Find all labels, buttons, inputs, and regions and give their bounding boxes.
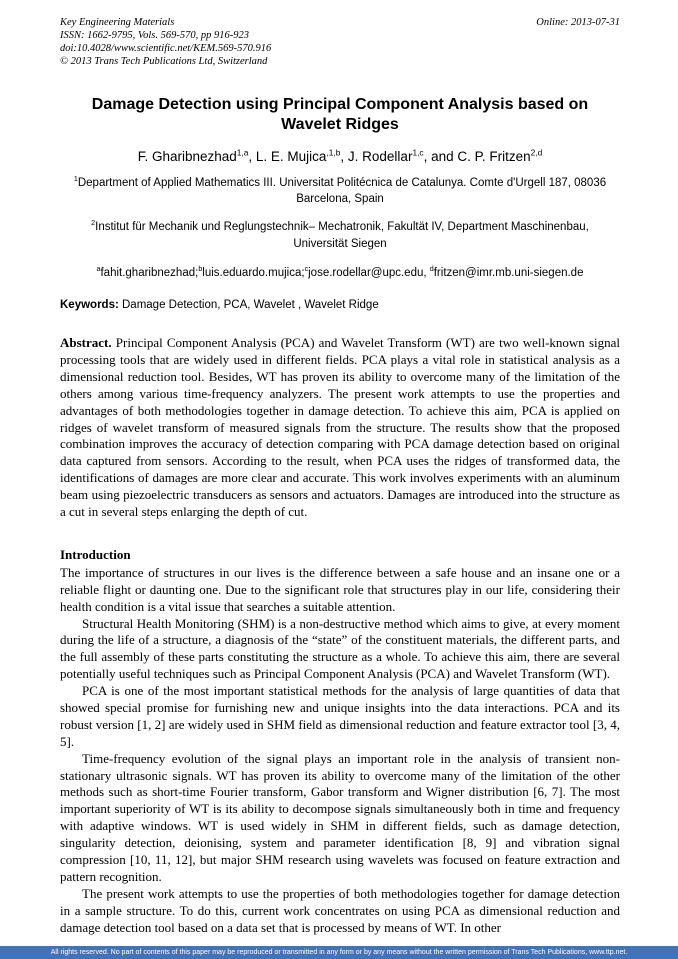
author (340, 149, 423, 164)
keywords-text: Damage Detection, PCA, Wavelet , Wavelet Ridge (118, 299, 379, 312)
email-entry (305, 267, 430, 279)
author-affiliation-superscript: 1,a (236, 147, 249, 158)
body-paragraph: The present work attempts to use the properties of both methodologies together for damage detection in a sample structure. To do this, current work concentrates on using PCA as dimensional reduction and damage detection tool based on a data set that is processed by means of WT. In other (60, 885, 620, 935)
author (248, 149, 340, 164)
author-name: C. P. Fritzen (457, 148, 531, 164)
author (424, 149, 543, 164)
body-paragraph: PCA is one of the most important statistical methods for the analysis of large quantities of data that showed special promise for furnishing new and unique insights into the data interactions. PCA and its robust version [1, 2] are widely used in SHM field as dimensional reduction and feature extractor tool [3, 4, 5]. (60, 683, 620, 749)
email-text: fahit.gharibnezhad; (100, 267, 199, 280)
journal-doi-line: doi:10.4028/www.scientific.net/KEM.569-570.916 (60, 43, 272, 55)
author-separator: , and (423, 148, 458, 164)
journal-info-block (60, 16, 271, 69)
body-paragraph: Structural Health Monitoring (SHM) is a non-destructive method which aims to give, at every moment during the life of a structure, a diagnosis of the “state” of the constituent materials, the different parts, and the full assembly of these parts constituting the structure as a whole. To achieve this aim, there are several potentially useful techniques such as Principal Component Analysis (PCA) and Wavelet Transform (WT). (60, 615, 620, 682)
author-affiliation-superscript: 2,d (530, 147, 543, 158)
affiliation-line (66, 174, 614, 208)
email-superscript: a (96, 265, 101, 274)
footer-bar (0, 946, 678, 959)
author-name: L. E. Mujica (255, 148, 327, 164)
email-text: jose.rodellar@upc.edu, (308, 267, 430, 280)
email-text: fritzen@imr.mb.uni-siegen.de (433, 267, 584, 280)
author-name: F. Gharibnezhad (137, 148, 237, 164)
introduction-heading: Introduction (60, 546, 131, 562)
email-text: luis.eduardo.mujica; (202, 267, 305, 280)
author (138, 149, 249, 164)
email-superscript: d (429, 265, 434, 274)
affiliation-text: Institut für Mechanik und Reglungstechnik– Mechatronik, Fakultät IV, Department Maschinenbau, Universität Siegen (95, 220, 589, 250)
abstract-paragraph (60, 335, 620, 521)
email-superscript: b (198, 265, 203, 274)
author-name: J. Rodellar (347, 148, 413, 164)
affiliation-superscript: 1 (73, 174, 78, 183)
email-entry (97, 267, 199, 279)
author-separator: , (248, 148, 256, 164)
email-superscript: c (304, 265, 309, 274)
journal-issn-line: ISSN: 1662-9795, Vols. 569-570, pp 916-923 (60, 30, 249, 42)
emails-line (60, 265, 620, 279)
online-date: Online: 2013-07-31 (536, 17, 620, 28)
abstract-label: Abstract. (60, 335, 112, 351)
author-affiliation-superscript: ,1,b (326, 147, 341, 158)
journal-name: Key Engineering Materials (60, 17, 175, 28)
email-entry (430, 267, 584, 279)
abstract-text: Principal Component Analysis (PCA) and Wavelet Transform (WT) are two well-known signal processing tools that are widely used in different fields. PCA plays a vital role in statistical analysis as a dimensional reduction tool. Besides, WT has proven its ability to overcome many of the limitation of the others among various time-frequency analyzers. The present work attempts to use the properties and advantages of both methodologies together in damage detection. To achieve this aim, PCA is applied on ridges of wavelet transform of measured signals from the structure. The results show that the proposed combination improves the accuracy of detection comparing with PCA damage detection based on original data captured from sensors. According to the result, when PCA uses the ridges of transformed data, the identifications of damages are more clear and accurate. This work involves experiments with an aluminum beam using piezoelectric transducers as sensors and actuators. Damages are introduced into the structure as a cut in several steps enlarging the depth of cut. (60, 335, 620, 520)
authors-line (60, 147, 620, 164)
affiliation-text: Department of Applied Mathematics III. Universitat Politécnica de Catalunya. Comte d'Urgell 187, 08036 Barcelona, Spain (77, 176, 607, 206)
footer-rights-text: All rights reserved. No part of contents of this paper may be reproduced or transmitted in any form or by any means without the written permission of Trans Tech Publications, www.ttp.net. (50, 949, 628, 956)
journal-header (60, 16, 620, 69)
author-affiliation-superscript: 1,c (412, 147, 424, 158)
journal-copyright-line: © 2013 Trans Tech Publications Ltd, Switzerland (60, 56, 268, 68)
email-entry (198, 267, 304, 279)
paper-title: Damage Detection using Principal Component Analysis based on Wavelet Ridges (91, 95, 589, 133)
keywords-label: Keywords: (60, 299, 119, 312)
keywords-line (60, 299, 620, 311)
body-paragraph: Time-frequency evolution of the signal plays an important role in the analysis of transient non-stationary ultrasonic signals. WT has proven its ability to overcome many of the limitation of the other methods such as short-time Fourier transform, Gabor transform and Wigner distribution [6, 7]. The most important superiority of WT is its ability to decompose signals simultaneously both in time and frequency with adaptive windows. WT is used widely in SHM in different fields, such as damage detection, singularity detection, deionising, system and parameter identification [8, 9] and vibration signal compression [10, 11, 12], but major SHM research using wavelets was focused on feature extraction and pattern recognition. (60, 750, 620, 884)
affiliation-superscript: 2 (91, 219, 96, 228)
body-paragraph: The importance of structures in our lives is the difference between a safe house and an insane one or a reliable flight or daunting one. Due to the significant role that structures play in our life, considering their health condition is a vital issue that searches a suitable attention. (60, 564, 620, 614)
affiliation-line (66, 218, 614, 252)
author-separator: , (340, 148, 348, 164)
